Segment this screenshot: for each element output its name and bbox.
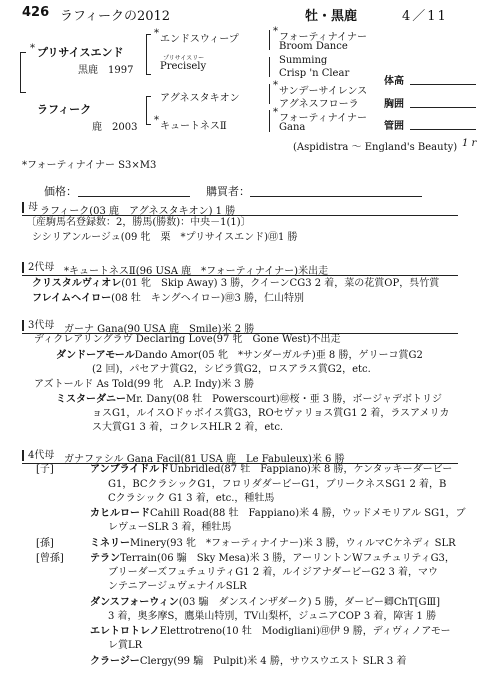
horse-record: Cahill Road(88 牡 Fappiano)米 4 勝，ウッドメモリアル SG1，ブ <box>150 508 466 519</box>
pedigree-dd: キュートネスⅡ <box>160 121 227 132</box>
list-item-cont: ンテニアージュヴェナイルSLR <box>108 581 247 592</box>
horse-name: クラージー <box>90 656 140 667</box>
tag-child: [子] <box>36 464 54 475</box>
horse-title: ラフィークの2012 <box>60 9 171 24</box>
list-item <box>90 625 451 639</box>
bracket-line <box>146 34 147 74</box>
list-item <box>90 463 452 477</box>
list-item <box>32 292 304 306</box>
horse-name: ダンドーアモール <box>56 350 135 361</box>
inbreeding: *フォーティナイナー S3×M3 <box>22 160 157 171</box>
height-line <box>410 84 476 85</box>
section-gen3 <box>22 319 458 334</box>
pedigree-sss: フォーティナイナー <box>279 32 367 43</box>
bracket-line <box>20 52 26 53</box>
list-item-cont: Cクラシック G1 3 着，etc.，種牡馬 <box>108 493 275 504</box>
list-item-cont: (2 回)，パセアナ賞G2，シビラ賞G2，ロスアラス賞G2，etc. <box>92 364 371 375</box>
list-item-cont: ス大賞G1 3 着，コクレスHLR 2 着，etc. <box>92 422 284 433</box>
pedigree-marker: * <box>154 115 159 126</box>
bracket-line <box>146 96 147 124</box>
horse-record: Elettrotreno(10 牡 Modigliani)㊞伊 9 勝，ディヴィノアモー <box>159 626 451 637</box>
horse-name: ミスターダニー <box>56 394 126 405</box>
tag-great-grandchild: [曾孫] <box>36 553 64 564</box>
section-label: 4代母 <box>22 450 54 461</box>
bracket-line <box>146 74 151 75</box>
list-item-cont: 3 着，奥多摩S，鷹巣山特別，TV山梨杯，ジュニアCOP 3 着，障害 1 勝 <box>108 611 437 622</box>
section-label: 3代母 <box>22 320 54 331</box>
list-item <box>90 537 456 551</box>
section-gen2 <box>22 261 458 276</box>
section-head: ガナファシル Gana Facil(81 USA 鹿 Le Fabuleux)米 6 勝 <box>64 454 345 465</box>
section-label: 2代母 <box>22 262 54 273</box>
list-item-cont: ョスG1，ルイスOドゥボイス賞G3，ROセヴァリョス賞G1 2 着，ラスアメリカ <box>92 408 450 419</box>
horse-record: Minery(93 牝 *フォーティナイナー)米 3 勝，ウィルマCケネディ SLR <box>130 538 456 549</box>
pedigree-ds: アグネスタキオン <box>160 93 240 104</box>
family-number: 1 r <box>462 138 477 149</box>
horse-name: フレイムヘイロー <box>32 293 112 304</box>
cannon-label: 管囲 <box>384 121 404 132</box>
birth-date: 4／11 <box>402 9 448 24</box>
pedigree-sd: Precisely <box>160 61 207 72</box>
pedigree-dds: フォーティナイナー <box>279 113 367 124</box>
horse-name: カヒルロード <box>90 508 150 519</box>
pedigree-marker: * <box>273 80 278 91</box>
pedigree-marker: * <box>154 28 159 39</box>
bracket-line <box>146 124 151 125</box>
bracket-line <box>146 96 151 97</box>
pedigree-sire-name: ラフィーク <box>37 103 92 116</box>
horse-name: クリスタルヴィオレ <box>32 278 122 289</box>
list-item <box>56 393 442 407</box>
pedigree-sire-info: 鹿 2003 <box>92 122 138 133</box>
horse-name: アンブライドルド <box>90 464 170 475</box>
bracket-line <box>269 57 270 77</box>
list-item <box>90 507 466 521</box>
horse-record: Terrain(06 騸 Sky Mesa)米 3 勝，アーリントンWフュチュリティG3， <box>120 553 455 564</box>
pedigree-sds: Summing <box>279 55 328 66</box>
bracket-line <box>269 30 270 50</box>
buyer-line <box>250 196 422 197</box>
pedigree-ddd-note: (Aspidistra ～ England's Beauty) <box>293 142 458 153</box>
price-line <box>78 196 190 197</box>
list-item-cont: レヴューSLR 3 着，種牡馬 <box>108 522 232 533</box>
list-item-cont: レ賞LR <box>108 640 143 651</box>
horse-name: ダンスフォーウィン <box>90 597 179 608</box>
pedigree-ss: エンドスウィープ <box>160 34 239 45</box>
bracket-line <box>20 92 26 93</box>
list-item: ディクレアリングラヴ Declaring Love(97 牝 Gone West)不出走 <box>34 334 341 345</box>
horse-record: (08 牡 キングヘイロー)㊞3 勝，仁山特別 <box>111 293 305 304</box>
pedigree-ssd: Broom Dance <box>279 41 348 52</box>
list-item <box>56 349 423 363</box>
horse-name: エレトロトレノ <box>90 626 160 637</box>
pedigree-dam-name: プリサイスエンド <box>37 46 124 59</box>
horse-record: Unbridled(87 牡 Fappiano)米 8 勝，ケンタッキーダービー <box>169 464 453 475</box>
pedigree-dam-info: 黒鹿 1997 <box>78 65 134 76</box>
list-item <box>90 552 455 566</box>
list-item: アズトールド As Told(99 牝 A.P. Indy)米 3 勝 <box>34 379 254 390</box>
dam-line: シシリアンルージュ(09 牝 栗 *プリサイスエンド)㊞1 勝 <box>32 232 298 243</box>
bracket-line <box>20 52 21 92</box>
section-head: *キュートネスⅡ(96 USA 鹿 *フォーティナイナー)米出走 <box>64 266 329 277</box>
pedigree-ddd: Gana <box>279 122 306 133</box>
horse-record: Dando Amor(05 牝 *サンダーガルチ)亜 8 勝，ゲリーコ賞G2 <box>134 350 423 361</box>
girth-line <box>410 107 476 108</box>
pedigree-dsd: アグネスフローラ <box>279 99 359 110</box>
horse-record: Mr. Dany(08 牡 Powerscourt)㊞桜・亜 3 勝，ボージャデボトリジ <box>126 394 442 405</box>
pedigree-sdd: Crisp 'n Clear <box>279 68 350 79</box>
list-item <box>90 655 406 669</box>
horse-record: Clergy(99 騸 Pulpit)米 4 勝，サウスウエスト SLR 3 着 <box>139 656 407 667</box>
pedigree-dss: サンデーサイレンス <box>279 86 368 97</box>
pedigree-marker: * <box>273 107 278 118</box>
tag-grandchild: [孫] <box>36 538 54 549</box>
sex-color: 牡・黒鹿 <box>305 9 358 24</box>
list-item-cont: ブリーダーズフュチュリティG1 2 着，ルイジアナダービーG2 3 着，マウ <box>108 567 439 578</box>
section-head: ガーナ Gana(90 USA 鹿 Smile)米 2 勝 <box>64 324 255 335</box>
section-label: 母 <box>22 202 38 213</box>
buyer-label: 購買者： <box>206 185 250 198</box>
dam-line: 〔産駒馬名登録数：2，勝馬(勝数)：中央－1(1)〕 <box>26 217 251 228</box>
list-item <box>32 277 439 291</box>
list-item <box>90 596 440 610</box>
section-head: ラフィーク(03 鹿 アグネスタキオン) 1 勝 <box>40 206 236 217</box>
lot-number: 426 <box>22 5 50 20</box>
cannon-line <box>410 129 476 130</box>
bracket-line <box>269 84 270 104</box>
pedigree-sd-ruby: プリサイスリー <box>163 55 205 62</box>
pedigree-marker: * <box>30 43 35 54</box>
bracket-line <box>269 110 270 132</box>
bracket-line <box>146 34 151 35</box>
horse-name: ミネリー <box>90 538 130 549</box>
girth-label: 胸囲 <box>384 99 404 110</box>
height-label: 体高 <box>384 76 404 87</box>
horse-record: (03 騸 ダンスインザダーク) 5 勝，ダービー卿ChT[GⅢ] <box>178 597 441 608</box>
horse-record: (01 牝 Skip Away) 3 勝，クイーンCG3 2 着，菜の花賞OP，呉竹賞 <box>121 278 440 289</box>
pedigree-marker: * <box>273 26 278 37</box>
section-dam <box>22 201 458 216</box>
price-label: 価格： <box>44 185 77 198</box>
list-item-cont: G1，BCクラシックG1，フロリダダービーG1，ブリークネスSG1 2 着，B <box>108 479 447 490</box>
section-gen4 <box>22 449 458 464</box>
horse-name: テラン <box>90 553 120 564</box>
